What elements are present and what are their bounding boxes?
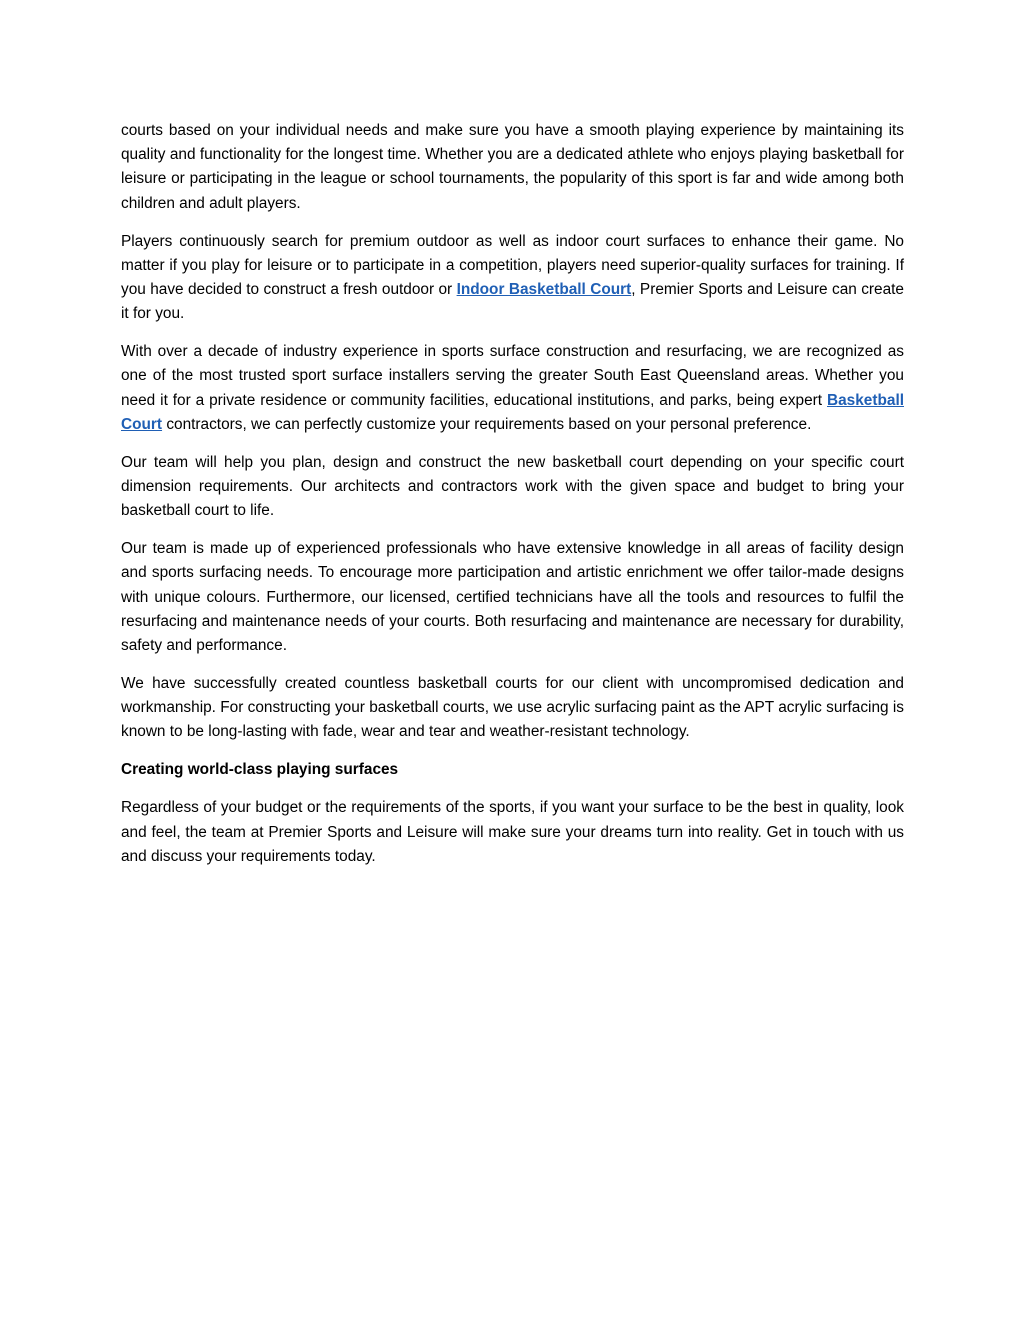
paragraph-acrylic-surfacing: We have successfully created countless basketball courts for our client with uncompromised dedication and workmanship. For constructing your basketball courts, we use acrylic surfacing paint as the APT acrylic surfacing is known to be long-lasting with fade, wear and tear and weather-resistant technology. bbox=[121, 675, 904, 741]
document-page bbox=[121, 119, 904, 883]
paragraph-text: Players continuously search for premium outdoor as well as indoor court surfaces to enhance their game. No matter if you play for leisure or to participate in a competition, players need superior-quality surfaces for training. If you have decided to construct a fresh outdoor or bbox=[121, 232, 904, 299]
paragraph-closing: Regardless of your budget or the requirements of the sports, if you want your surface to be the best in quality, look and feel, the team at Premier Sports and Leisure will make sure your dreams turn into reality. Get in touch with us and discuss your requirements today. bbox=[121, 799, 904, 865]
paragraph-court-surfaces bbox=[121, 230, 904, 327]
section-heading: Creating world-class playing surfaces bbox=[121, 761, 399, 779]
paragraph-planning: Our team will help you plan, design and construct the new basketball court depending on your specific court dimension requirements. Our architects and contractors work with the given space and budget to bring your basketball court to life. bbox=[121, 453, 904, 520]
paragraph-text: , Premier Sports and Leisure can create it for you. bbox=[121, 281, 904, 323]
paragraph-text: contractors, we can perfectly customize your requirements based on your personal preference. bbox=[162, 415, 812, 433]
indoor-basketball-court-link[interactable]: Indoor Basketball Court bbox=[456, 281, 632, 299]
paragraph-text: With over a decade of industry experience in sports surface construction and resurfacing, we are recognized as one of the most trusted sport surface installers serving the greater South East Queensland areas. Whether you need it for a private residence or community facilities, educational institutions, and parks, being expert bbox=[121, 343, 904, 409]
paragraph-experience bbox=[121, 340, 904, 437]
paragraph-team: Our team is made up of experienced professionals who have extensive knowledge in all areas of facility design and sports surfacing needs. To encourage more participation and artistic enrichment we offer tailor-made designs with unique colours. Furthermore, our licensed, certified technicians have all the tools and resources to fulfil the resurfacing and maintenance needs of your courts. Both resurfacing and maintenance are necessary for durability, safety and performance. bbox=[121, 540, 904, 655]
paragraph-intro: courts based on your individual needs and make sure you have a smooth playing experience by maintaining its quality and functionality for the longest time. Whether you are a dedicated athlete who enjoys playing basketball for leisure or participating in the league or school tournaments, the popularity of this sport is far and wide among both children and adult players. bbox=[121, 122, 904, 212]
basketball-court-link[interactable]: Basketball Court bbox=[121, 391, 904, 433]
